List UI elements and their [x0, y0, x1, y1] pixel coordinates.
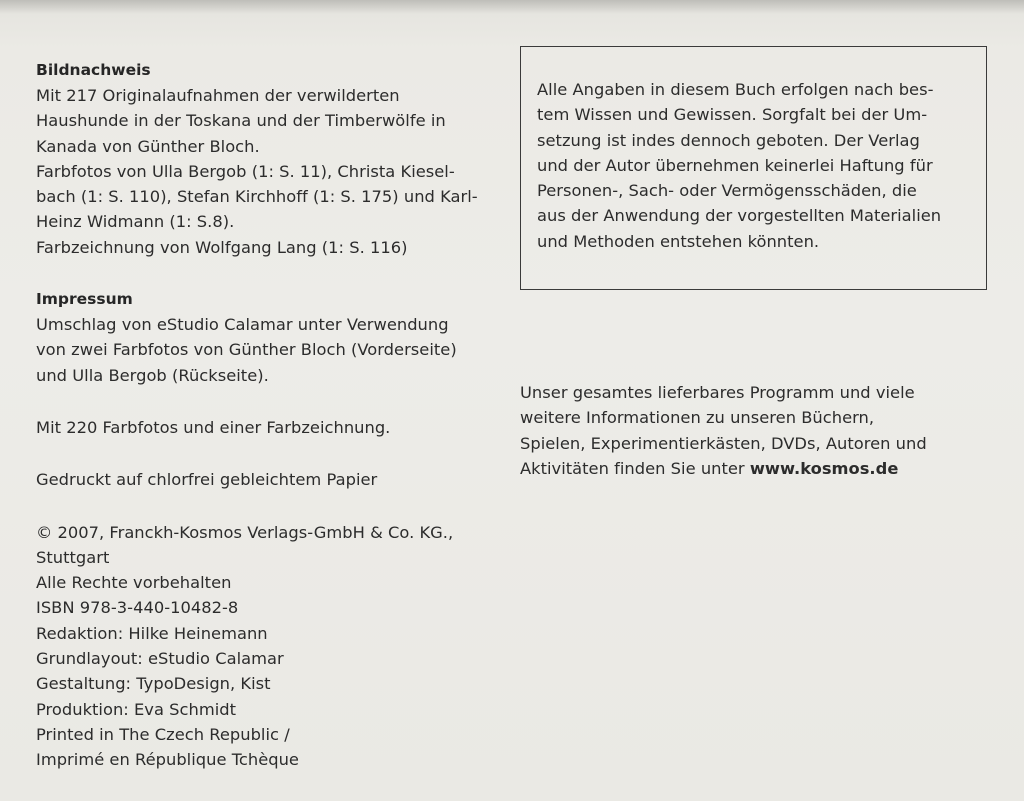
spacer	[36, 260, 506, 287]
imprint-cover-line: und Ulla Bergob (Rückseite).	[36, 365, 269, 385]
production-line: Produktion: Eva Schmidt	[36, 699, 237, 719]
disclaimer-line: setzung ist indes dennoch geboten. Der Verlag	[537, 130, 920, 150]
credits-line: Heinz Widmann (1: S.8).	[36, 212, 235, 232]
spacer	[36, 440, 506, 467]
credits-line: Farbfotos von Ulla Bergob (1: S. 11), Christa Kiesel-	[36, 161, 455, 181]
kosmos-website-link[interactable]: www.kosmos.de	[749, 458, 899, 478]
page-edge-shadow	[0, 0, 1024, 14]
printed-in-line: Printed in The Czech Republic /	[36, 724, 290, 744]
credits-section	[36, 58, 506, 260]
credits-line: Mit 217 Originalaufnahmen der verwilderten	[36, 86, 400, 105]
right-column	[520, 46, 990, 481]
imprint-cover-line: Umschlag von eStudio Calamar unter Verwendung	[36, 315, 449, 335]
credits-heading: Bildnachweis	[36, 61, 151, 79]
program-info-line: Unser gesamtes lieferbares Programm und viele	[520, 383, 915, 402]
credits-line: Haushunde in der Toskana und der Timberwölfe in	[36, 111, 446, 131]
disclaimer-line: aus der Anwendung der vorgestellten Materialien	[537, 206, 942, 226]
disclaimer-line: Alle Angaben in diesem Buch erfolgen nach bes-	[537, 80, 934, 99]
photo-count-text: Mit 220 Farbfotos und einer Farbzeichnung.	[36, 417, 391, 437]
spacer	[36, 388, 506, 415]
base-layout-line: Grundlayout: eStudio Calamar	[36, 649, 284, 669]
program-info-line: weitere Informationen zu unseren Büchern,	[520, 408, 875, 428]
isbn-line: ISBN 978-3-440-10482-8	[36, 598, 239, 618]
disclaimer-line: Personen-, Sach- oder Vermögensschäden, die	[537, 181, 917, 201]
imprint-section	[36, 287, 506, 772]
publisher-city: Stuttgart	[36, 547, 110, 567]
editor-line: Redaktion: Hilke Heinemann	[36, 623, 268, 643]
left-column	[36, 58, 506, 773]
disclaimer-box	[520, 46, 987, 290]
program-info-last-line	[520, 456, 990, 481]
program-info-prefix: Aktivitäten finden Sie unter	[520, 458, 750, 478]
spacer	[36, 493, 506, 520]
program-info-line: Spielen, Experimentierkästen, DVDs, Autoren und	[520, 433, 927, 453]
credits-line: Kanada von Günther Bloch.	[36, 136, 260, 156]
program-info-section	[520, 380, 990, 481]
paper-note-text: Gedruckt auf chlorfrei gebleichtem Papier	[36, 470, 378, 490]
design-line: Gestaltung: TypoDesign, Kist	[36, 674, 271, 694]
disclaimer-line: und der Autor übernehmen keinerlei Haftung für	[537, 155, 933, 175]
credits-line: bach (1: S. 110), Stefan Kirchhoff (1: S. 175) und Karl-	[36, 187, 478, 207]
copyright-line: © 2007, Franckh-Kosmos Verlags-GmbH & Co. KG.,	[36, 522, 454, 542]
rights-reserved: Alle Rechte vorbehalten	[36, 573, 232, 593]
printed-in-french-line: Imprimé en République Tchèque	[36, 750, 299, 770]
disclaimer-line: tem Wissen und Gewissen. Sorgfalt bei der Um-	[537, 105, 928, 125]
credits-line: Farbzeichnung von Wolfgang Lang (1: S. 116)	[36, 237, 408, 257]
disclaimer-line: und Methoden entstehen könnten.	[537, 231, 820, 251]
imprint-cover-line: von zwei Farbfotos von Günther Bloch (Vorderseite)	[36, 340, 457, 360]
imprint-heading: Impressum	[36, 290, 133, 309]
